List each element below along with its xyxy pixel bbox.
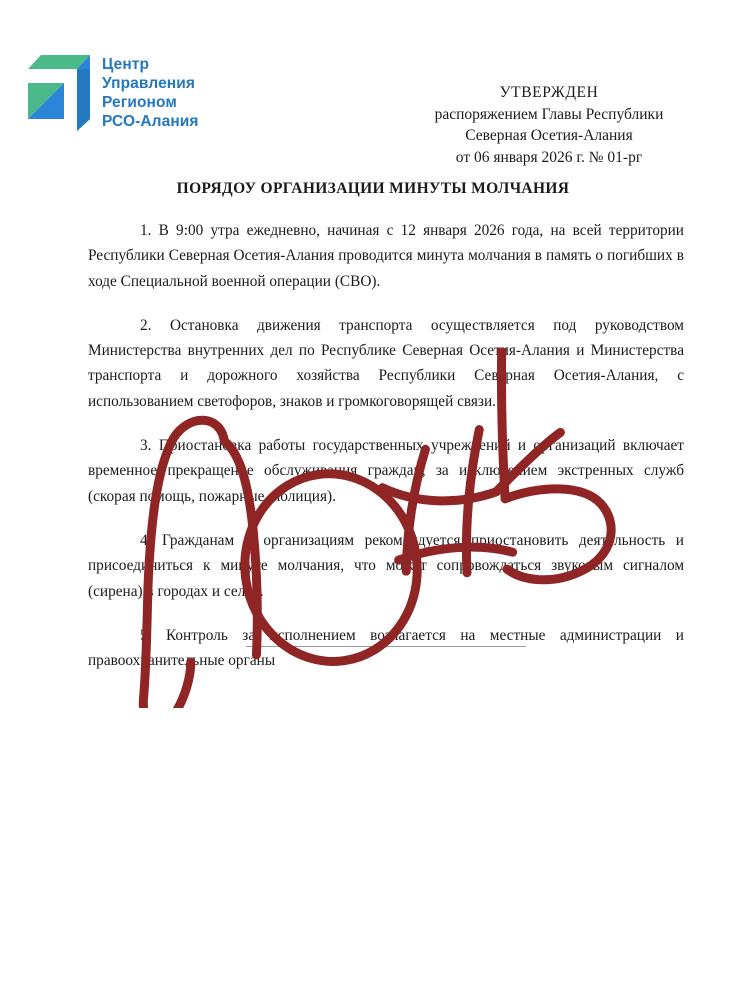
cube-arrow-logo-icon <box>24 53 92 133</box>
logo-line-3: Регионом <box>102 94 177 111</box>
approval-line-1: распоряжением Главы Республики <box>434 105 664 123</box>
approval-block <box>404 82 694 168</box>
organization-logo <box>24 53 199 133</box>
body-paragraph-1: 1. В 9:00 утра ежедневно, начиная с 12 января 2026 года, на всей территории Республики Северная Осетия-Алания проводится минута молчания в память о погибших в ходе Специальной военной операции (СВО). <box>88 222 684 290</box>
logo-line-2: Управления <box>102 75 196 92</box>
approval-heading: УТВЕРЖДЕН <box>499 84 599 101</box>
logo-wordmark <box>102 53 199 131</box>
approval-line-3: от 06 января 2026 г. № 01-рг <box>455 148 643 166</box>
body-paragraph-2: 2. Остановка движения транспорта осуществляется под руководством Министерства внутренних дел по Республике Северная Осетия-Алания и Министерства транспорта и дорожного хозяйства Республики Северная Осетия-Алания, с использованием светофоров, знаков и громкоговорящей связи. <box>88 316 684 410</box>
approval-line-2: Северная Осетия-Алания <box>465 127 633 144</box>
logo-line-1: Центр <box>102 56 150 73</box>
body-paragraph-5: 5. Контроль за исполнением возлагается на местные администрации и правоохранительные органы <box>88 626 684 670</box>
body-paragraph-3: 3. Приостановка работы государственных учреждений и организаций включает временное прекращение обслуживания граждан, за исключением экстренных служб (скорая помощь, пожарные, полиция). <box>88 437 684 505</box>
logo-line-4: РСО-Алания <box>102 113 199 130</box>
document-title: ПОРЯДОУ ОРГАНИЗАЦИИ МИНУТЫ МОЛЧАНИЯ <box>176 180 570 197</box>
body-paragraph-4: 4. Гражданам и организациям рекомендуется приостановить деятельность и присоединиться к минуте молчания, что может сопровождаться звуковым сигналом (сирена) в городах и селах. <box>88 531 684 600</box>
document-body <box>88 218 684 673</box>
signature-line <box>246 646 526 647</box>
